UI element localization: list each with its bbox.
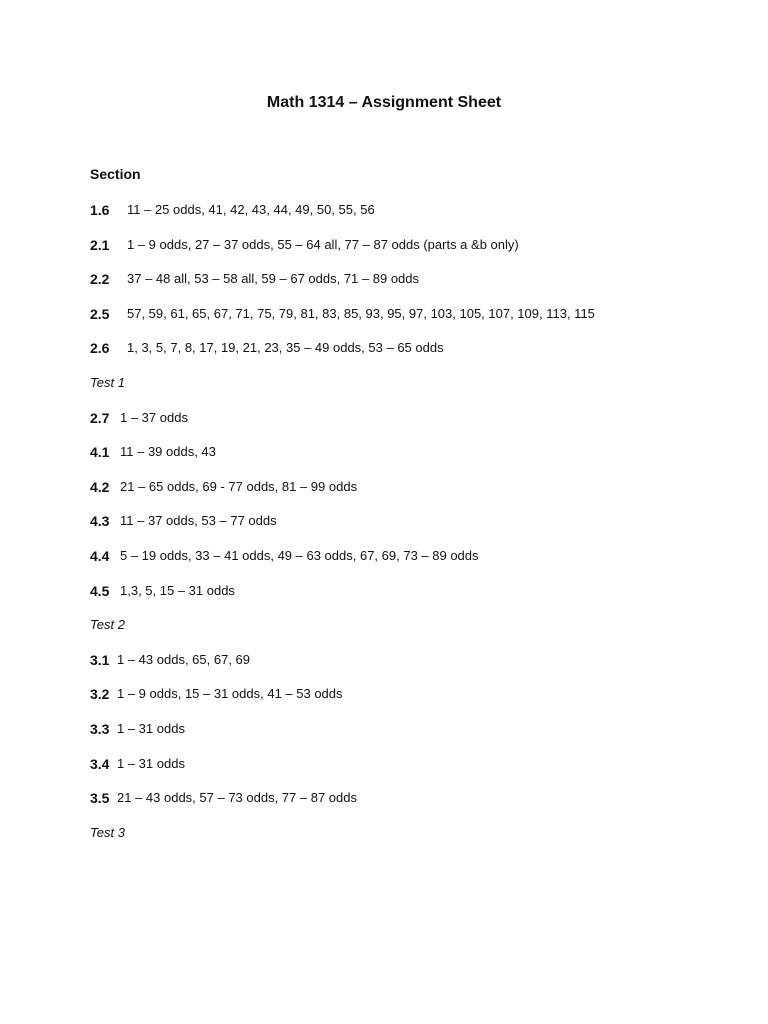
problem-list: 37 – 48 all, 53 – 58 all, 59 – 67 odds, 71 – 89 odds — [127, 271, 420, 287]
problem-list: 11 – 25 odds, 41, 42, 43, 44, 49, 50, 55, 56 — [127, 202, 375, 217]
problem-list: 1 – 31 odds — [117, 720, 185, 736]
problem-list: 57, 59, 61, 65, 67, 71, 75, 79, 81, 83, 85, 93, 95, 97, 103, 105, 107, 109, 113, 115 — [127, 305, 595, 321]
test-marker — [90, 823, 730, 858]
section-number: 2.2 — [90, 271, 110, 288]
section-number: 4.2 — [90, 478, 110, 495]
assignment-row — [90, 581, 730, 616]
problem-list: 21 – 65 odds, 69 - 77 odds, 81 – 99 odds — [120, 478, 358, 494]
section-number: 2.1 — [90, 236, 110, 253]
assignment-row — [90, 269, 730, 304]
test-marker — [90, 615, 730, 650]
problem-list: 1 – 37 odds — [120, 409, 188, 425]
problem-list: 1 – 9 odds, 27 – 37 odds, 55 – 64 all, 77 – 87 odds (parts a &b only) — [127, 236, 519, 252]
section-number: 4.5 — [90, 582, 110, 599]
assignment-row — [90, 546, 730, 581]
problem-list: 21 – 43 odds, 57 – 73 odds, 77 – 87 odds — [117, 790, 357, 806]
section-number: 2.7 — [90, 409, 110, 426]
assignment-row — [90, 754, 730, 789]
section-number: 2.6 — [90, 340, 110, 357]
section-number: 1.6 — [90, 202, 110, 218]
test-label: Test 3 — [90, 824, 125, 840]
test-label: Test 1 — [90, 374, 125, 390]
assignment-row — [90, 338, 730, 373]
assignment-row — [90, 650, 730, 685]
problem-list: 11 – 37 odds, 53 – 77 odds — [120, 513, 277, 529]
assignment-row — [90, 304, 730, 339]
problem-list: 5 – 19 odds, 33 – 41 odds, 49 – 63 odds, 67, 69, 73 – 89 odds — [120, 547, 479, 563]
section-number: 2.5 — [90, 305, 110, 322]
problem-list: 1,3, 5, 15 – 31 odds — [120, 582, 235, 598]
assignment-row — [90, 408, 730, 443]
assignment-row — [90, 477, 730, 512]
assignment-list — [90, 200, 730, 857]
assignment-row — [90, 442, 730, 477]
problem-list: 11 – 39 odds, 43 — [120, 444, 216, 460]
problem-list: 1, 3, 5, 7, 8, 17, 19, 21, 23, 35 – 49 odds, 53 – 65 odds — [127, 340, 444, 356]
section-number: 3.3 — [90, 720, 110, 737]
section-number: 4.4 — [90, 547, 110, 564]
assignment-row — [90, 788, 730, 823]
assignment-row — [90, 200, 730, 235]
section-number: 3.1 — [90, 651, 110, 668]
section-number: 4.1 — [90, 444, 110, 461]
assignment-row — [90, 684, 730, 719]
test-label: Test 2 — [90, 617, 125, 633]
section-number: 4.3 — [90, 513, 110, 530]
test-marker — [90, 373, 730, 408]
assignment-row — [90, 719, 730, 754]
assignment-row — [90, 511, 730, 546]
problem-list: 1 – 31 odds — [117, 755, 185, 771]
section-number: 3.2 — [90, 686, 110, 703]
problem-list: 1 – 43 odds, 65, 67, 69 — [117, 651, 250, 667]
section-number: 3.4 — [90, 755, 110, 772]
section-number: 3.5 — [90, 790, 110, 807]
page-title: Math 1314 – Assignment Sheet — [266, 94, 502, 111]
problem-list: 1 – 9 odds, 15 – 31 odds, 41 – 53 odds — [117, 686, 343, 702]
assignment-row — [90, 235, 730, 270]
section-heading: Section — [90, 166, 141, 182]
